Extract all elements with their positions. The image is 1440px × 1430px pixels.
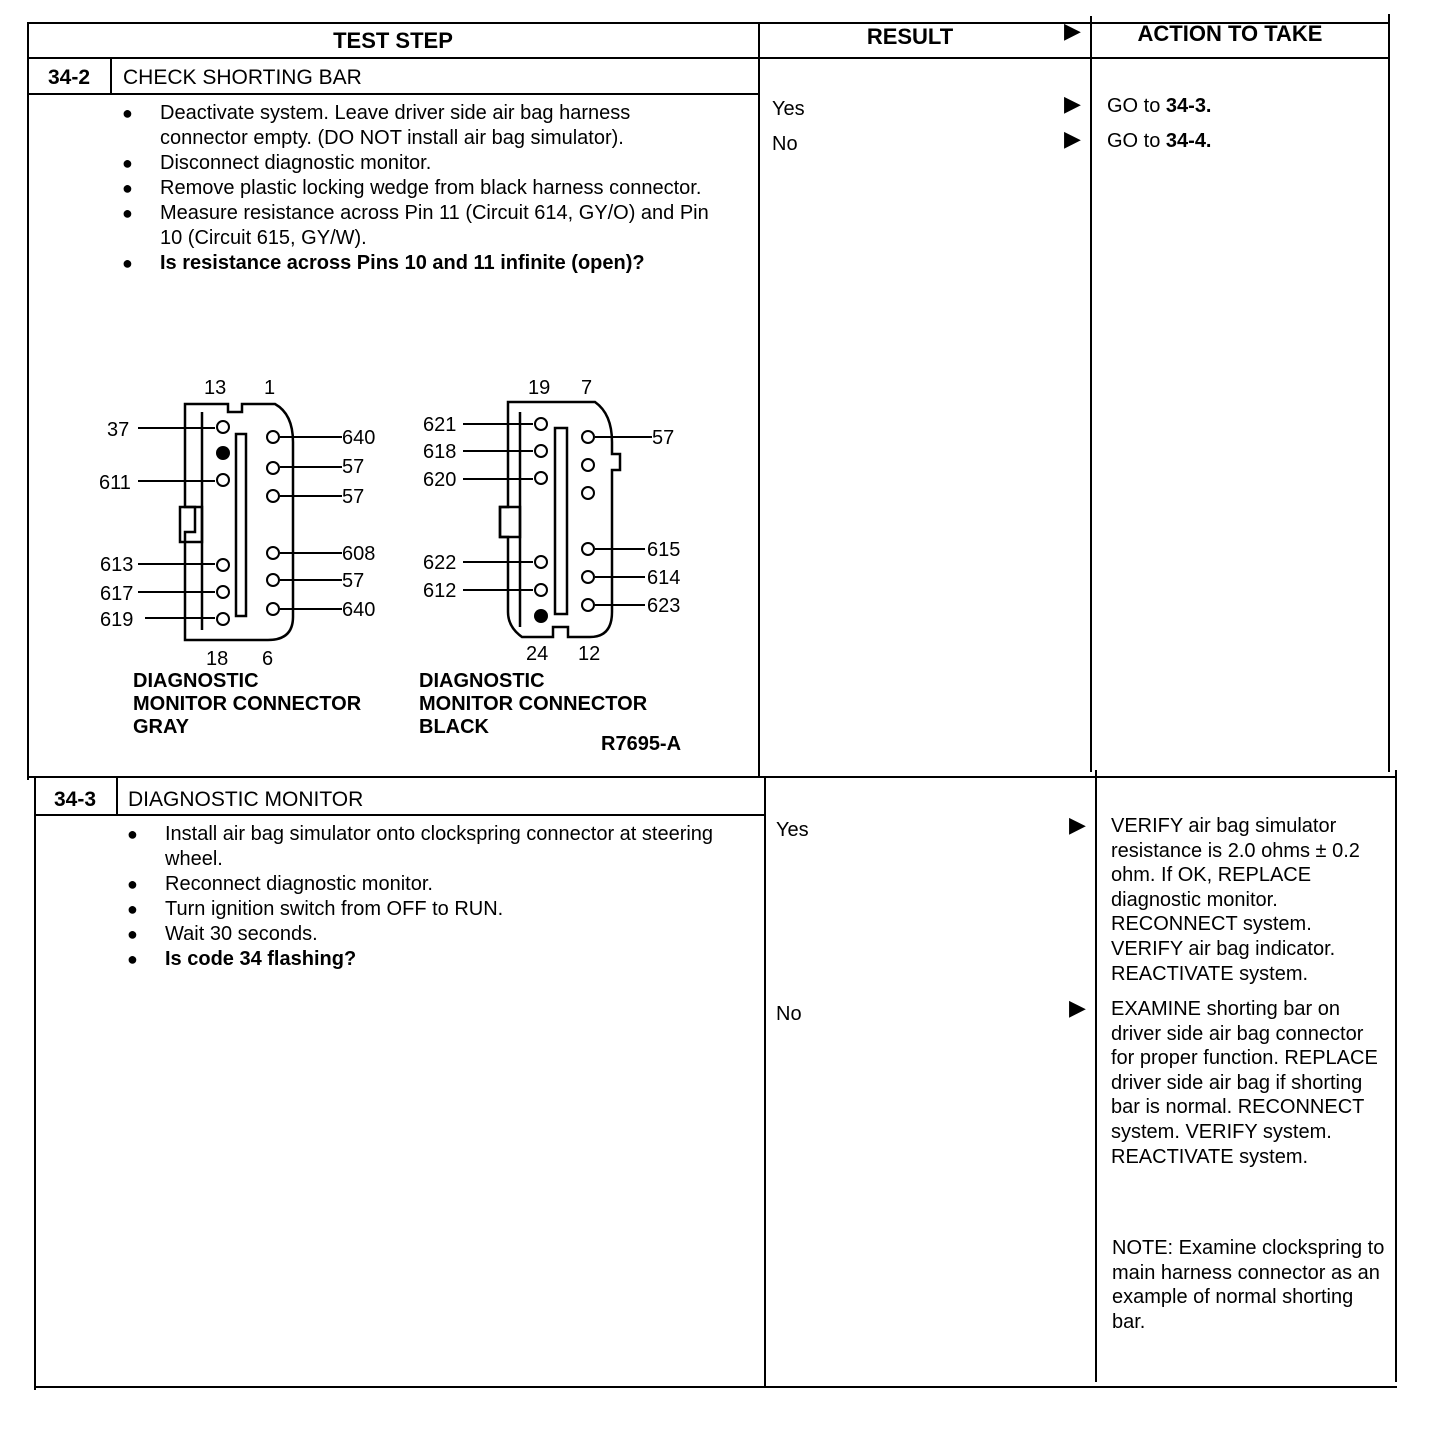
instruction-item: ● Install air bag simulator onto clockspring connector at steering wheel. bbox=[127, 822, 737, 872]
step-title: DIAGNOSTIC MONITOR bbox=[128, 788, 364, 811]
step2-num-divider bbox=[116, 778, 118, 816]
step-instructions bbox=[122, 101, 722, 276]
table-left-border bbox=[27, 22, 29, 780]
instruction-item: ● Wait 30 seconds. bbox=[127, 922, 737, 947]
gray-pin-number: 13 bbox=[204, 377, 227, 399]
action-step-link: 34-4. bbox=[1165, 130, 1212, 152]
col-divider-1 bbox=[758, 22, 760, 778]
gray-wire-label: 57 bbox=[342, 456, 365, 478]
gray-pin-number: 6 bbox=[262, 648, 274, 670]
black-pin-number: 19 bbox=[528, 377, 551, 399]
gray-wire-label: 617 bbox=[100, 583, 134, 605]
col-divider-2b bbox=[1095, 770, 1097, 1382]
instruction-item: ● Measure resistance across Pin 11 (Circuit 614, GY/O) and Pin 10 (Circuit 615, GY/W). bbox=[122, 201, 722, 251]
step-number: 34-3 bbox=[53, 788, 97, 811]
result-yes: Yes bbox=[776, 819, 809, 841]
table-left-border-2 bbox=[34, 778, 36, 1390]
action-text: EXAMINE shorting bar on driver side air bag connector for proper function. REPLACE driver side air bag if shorting bar is normal. RECONNECT system. VERIFY system. REACTIVATE system. bbox=[1111, 998, 1378, 1168]
gray-wire-label: 57 bbox=[342, 570, 365, 592]
black-wire-label: 621 bbox=[423, 414, 457, 436]
gray-wire-label: 608 bbox=[342, 543, 376, 565]
gray-wire-label: 611 bbox=[99, 472, 131, 494]
action-goto bbox=[1107, 129, 1212, 154]
header-test-step: TEST STEP bbox=[333, 28, 453, 53]
step-number: 34-2 bbox=[47, 66, 91, 89]
black-wire-label: 615 bbox=[647, 539, 681, 561]
black-connector-caption bbox=[419, 670, 647, 739]
black-pin-number: 24 bbox=[526, 643, 549, 665]
step1-num-divider bbox=[110, 58, 112, 95]
col-divider-2 bbox=[1090, 16, 1092, 772]
black-wire-label: 622 bbox=[423, 552, 457, 574]
black-wire-label: 623 bbox=[647, 595, 681, 617]
col-divider-1b bbox=[764, 776, 766, 1386]
black-wire-label: 614 bbox=[647, 567, 681, 589]
instruction-item: ● Disconnect diagnostic monitor. bbox=[122, 151, 722, 176]
black-key-dot bbox=[534, 609, 548, 623]
figure-id: R7695-A bbox=[601, 733, 682, 755]
gray-pin-number: 1 bbox=[264, 377, 276, 399]
action-text: VERIFY air bag simulator resistance is 2.0 ohms ± 0.2 ohm. If OK, REPLACE diagnostic monitor. RECONNECT system. VERIFY air bag indicator. REACTIVATE system. bbox=[1111, 815, 1360, 985]
action-note: NOTE: Examine clockspring to main harness connector as an example of normal shorting bar. bbox=[1112, 1237, 1385, 1333]
instruction-question: ● Is code 34 flashing? bbox=[127, 947, 737, 972]
black-wire-label: 612 bbox=[423, 580, 457, 602]
caption-line: GRAY bbox=[133, 716, 189, 738]
black-pin-number: 7 bbox=[581, 377, 593, 399]
step-title: CHECK SHORTING BAR bbox=[123, 66, 362, 89]
gray-wire-label: 57 bbox=[342, 486, 365, 508]
gray-leader-lines bbox=[138, 428, 342, 618]
connector-diagram bbox=[90, 372, 710, 672]
table-bottom-border bbox=[34, 1386, 1397, 1388]
caption-line: MONITOR CONNECTOR bbox=[133, 693, 362, 715]
black-wire-label: 618 bbox=[423, 441, 457, 463]
black-pins bbox=[535, 418, 594, 611]
result-arrow-icon: ▶ bbox=[1069, 995, 1086, 1020]
result-arrow-icon: ▶ bbox=[1069, 812, 1086, 837]
caption-line: BLACK bbox=[419, 716, 489, 738]
result-yes: Yes bbox=[772, 98, 805, 120]
gray-wire-label: 640 bbox=[342, 599, 376, 621]
black-wire-label: 57 bbox=[652, 427, 675, 449]
instruction-question: ● Is resistance across Pins 10 and 11 infinite (open)? bbox=[122, 251, 722, 276]
header-bottom-line bbox=[27, 57, 1390, 59]
table-right-border bbox=[1388, 14, 1390, 772]
gray-wire-label: 640 bbox=[342, 427, 376, 449]
result-arrow-icon: ▶ bbox=[1064, 91, 1081, 116]
step-instructions bbox=[127, 822, 737, 972]
action-goto bbox=[1107, 94, 1212, 119]
row-divider bbox=[27, 776, 1397, 778]
instruction-item: ● Reconnect diagnostic monitor. bbox=[127, 872, 737, 897]
header-action: ACTION TO TAKE bbox=[1137, 21, 1323, 46]
instruction-item: ● Turn ignition switch from OFF to RUN. bbox=[127, 897, 737, 922]
result-arrow-icon: ▶ bbox=[1064, 126, 1081, 151]
black-wire-label: 620 bbox=[423, 469, 457, 491]
gray-wire-label: 619 bbox=[100, 609, 134, 631]
table-right-border-2 bbox=[1395, 770, 1397, 1382]
action-text: GO to bbox=[1107, 95, 1166, 117]
action-text: GO to bbox=[1107, 130, 1166, 152]
black-pin-number: 12 bbox=[578, 643, 601, 665]
result-no: No bbox=[776, 1003, 802, 1025]
black-leader-lines bbox=[463, 424, 652, 605]
step1-title-underline bbox=[27, 93, 760, 95]
step2-title-underline bbox=[34, 814, 766, 816]
result-no: No bbox=[772, 133, 798, 155]
instruction-item: ● Remove plastic locking wedge from black harness connector. bbox=[122, 176, 722, 201]
action-step-link: 34-3. bbox=[1165, 95, 1212, 117]
instruction-item: ● Deactivate system. Leave driver side air bag harness connector empty. (DO NOT install air bag simulator). bbox=[122, 101, 722, 151]
gray-pin-number: 18 bbox=[206, 648, 229, 670]
caption-line: MONITOR CONNECTOR bbox=[419, 693, 648, 715]
caption-line: DIAGNOSTIC bbox=[419, 670, 545, 692]
header-result: RESULT bbox=[866, 24, 954, 49]
header-arrow-icon: ▶ bbox=[1064, 18, 1081, 43]
gray-connector-caption bbox=[133, 670, 361, 739]
gray-wire-label: 37 bbox=[107, 419, 130, 441]
gray-wire-label: 613 bbox=[100, 554, 134, 576]
gray-key-dot bbox=[216, 446, 230, 460]
caption-line: DIAGNOSTIC bbox=[133, 670, 259, 692]
